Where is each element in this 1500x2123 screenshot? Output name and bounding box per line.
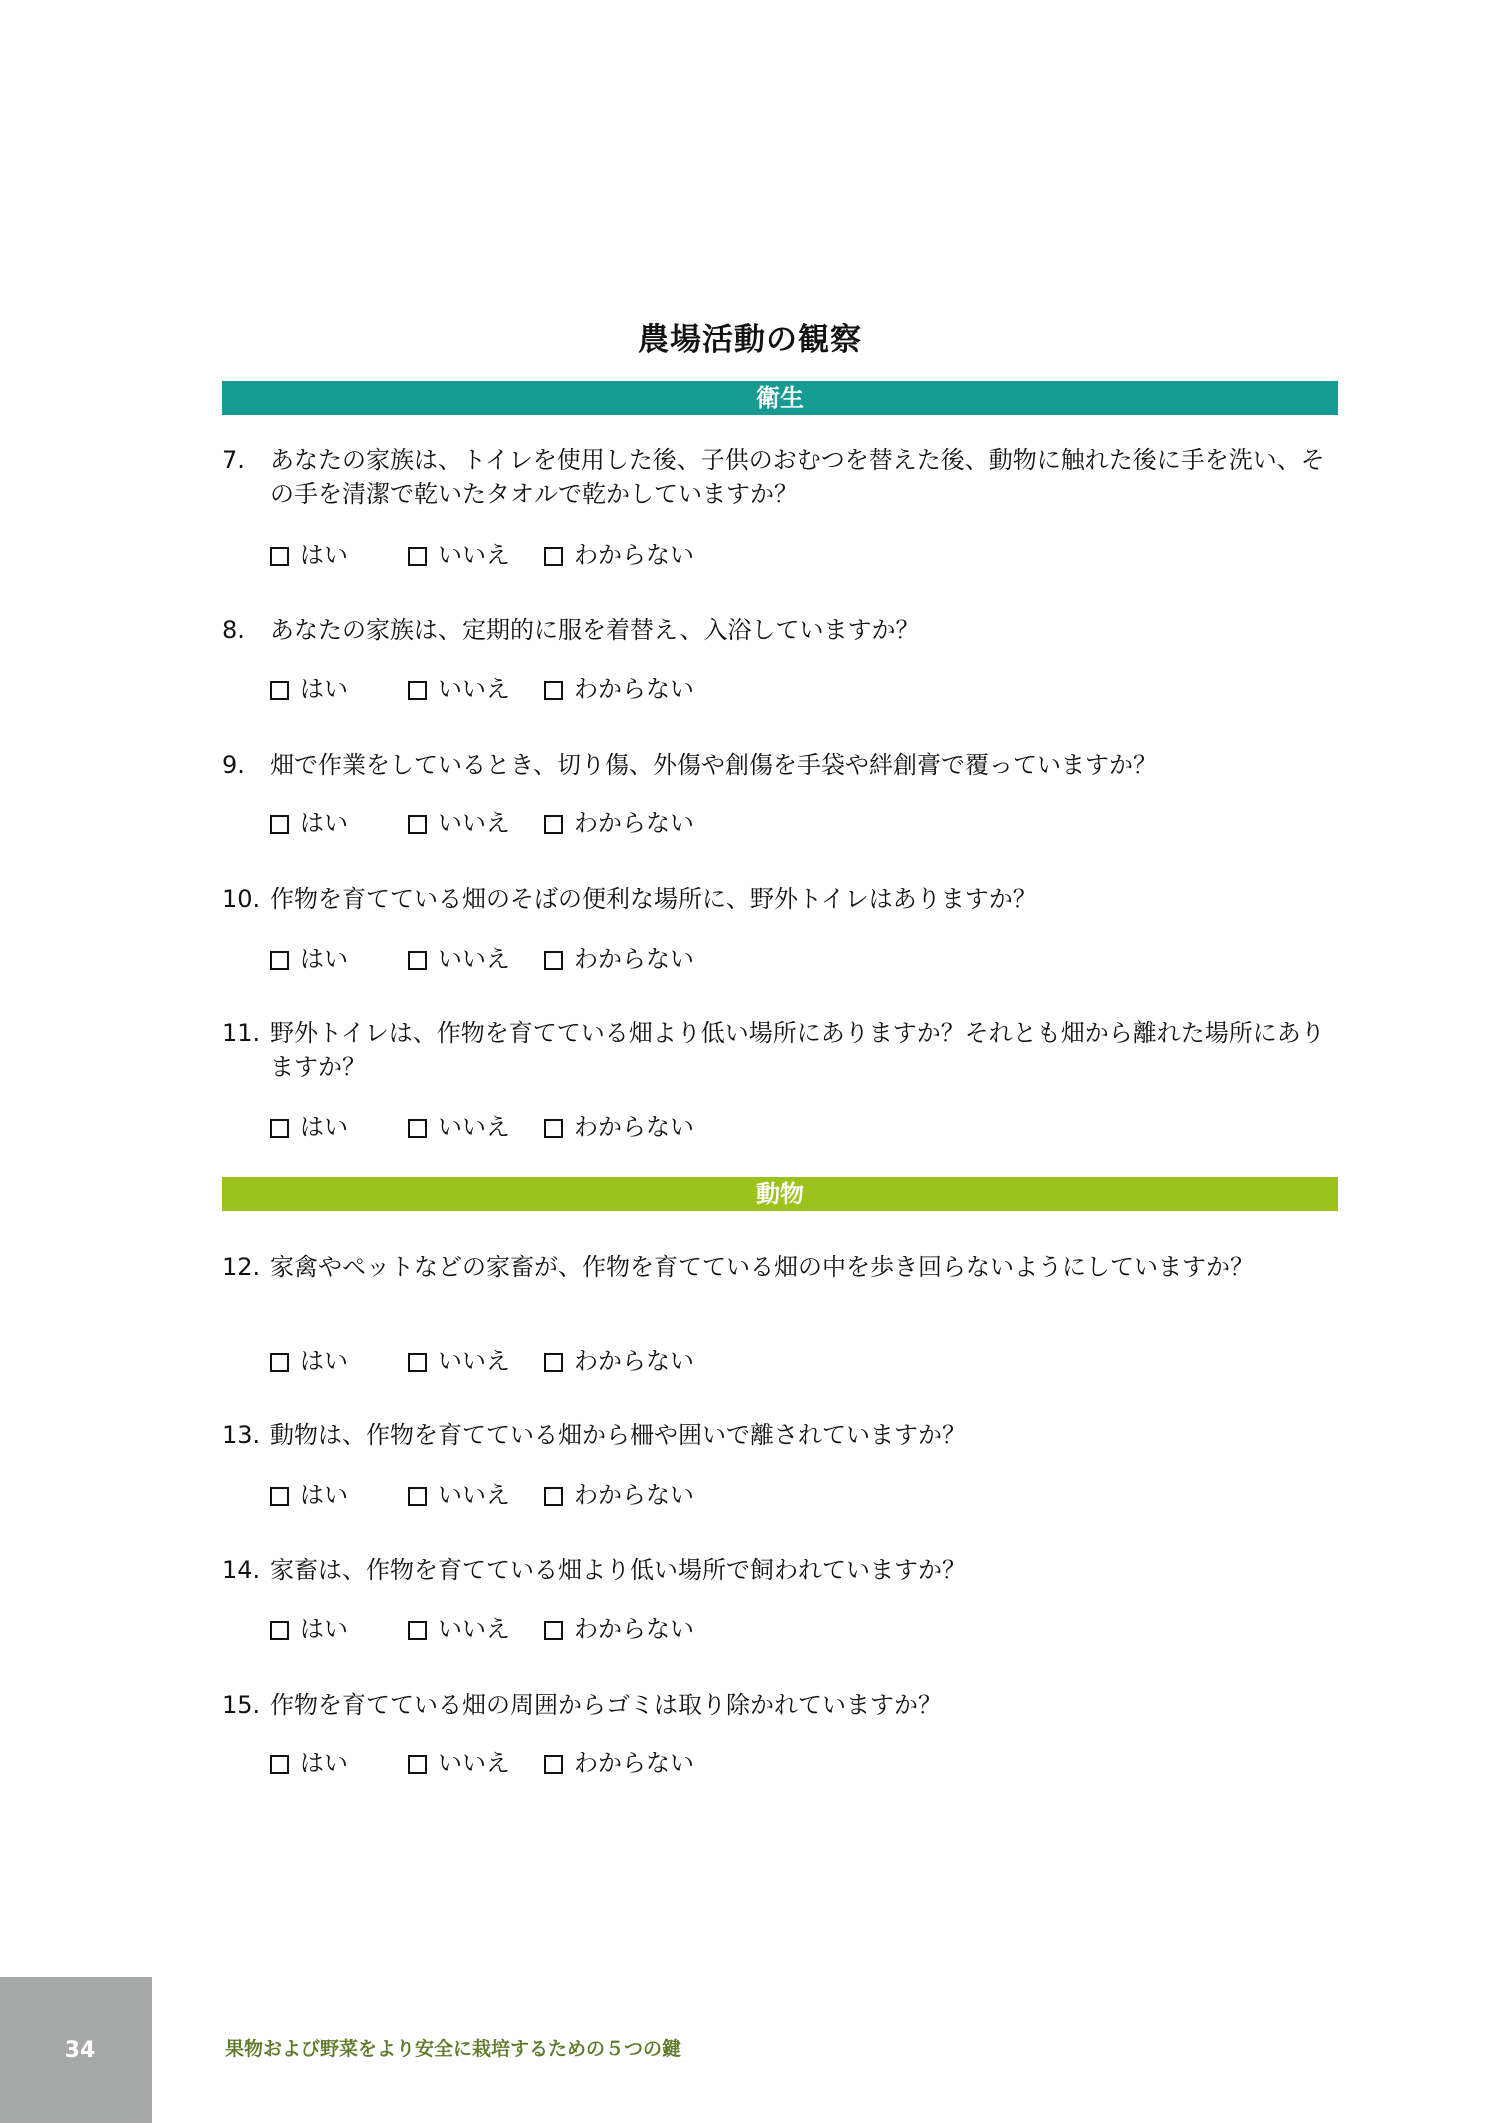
checkbox-icon[interactable] [270,1621,289,1640]
option-yes[interactable]: はい [270,1748,348,1778]
question-text: 14. 家畜は、作物を育てている畑より低い場所で飼われていますか？ [222,1553,1342,1587]
question-number: 13. [222,1421,261,1449]
checkbox-icon[interactable] [408,1621,427,1640]
question-9 [222,748,1342,837]
option-unknown[interactable]: わからない [544,944,694,974]
checkbox-icon[interactable] [270,681,289,700]
checkbox-icon[interactable] [544,1755,563,1774]
question-number: 7. [222,446,245,474]
checkbox-icon[interactable] [270,1119,289,1138]
option-yes[interactable]: はい [270,540,348,570]
checkbox-icon[interactable] [544,951,563,970]
checkbox-icon[interactable] [544,815,563,834]
question-number: 9. [222,751,245,779]
option-no[interactable]: いいえ [408,1748,510,1778]
question-7 [222,443,1342,569]
question-13 [222,1418,1342,1509]
option-no[interactable]: いいえ [408,1346,510,1376]
option-unknown[interactable]: わからない [544,674,694,704]
question-11 [222,1016,1342,1141]
checkbox-icon[interactable] [408,815,427,834]
checkbox-icon[interactable] [408,1487,427,1506]
option-no[interactable]: いいえ [408,1614,510,1644]
option-no[interactable]: いいえ [408,1480,510,1510]
question-number: 15. [222,1691,261,1719]
question-text: 15. 作物を育てている畑の周囲からゴミは取り除かれていますか？ [222,1688,1342,1722]
option-yes[interactable]: はい [270,674,348,704]
checkbox-icon[interactable] [544,1487,563,1506]
section-header-animals: 動物 [222,1177,1338,1211]
option-unknown[interactable]: わからない [544,540,694,570]
checkbox-icon[interactable] [408,951,427,970]
question-text: 12. 家禽やペットなどの家畜が、作物を育てている畑の中を歩き回らないようにしていますか？ [222,1250,1342,1284]
question-number: 8. [222,616,245,644]
checkbox-icon[interactable] [270,547,289,566]
footer-title: 果物および野菜をより安全に栽培するための５つの鍵 [225,2038,682,2060]
question-8 [222,613,1342,703]
option-no[interactable]: いいえ [408,944,510,974]
question-number: 14. [222,1556,261,1584]
option-no[interactable]: いいえ [408,540,510,570]
question-text: 10. 作物を育てている畑のそばの便利な場所に、野外トイレはありますか？ [222,882,1342,916]
option-unknown[interactable]: わからない [544,1748,694,1778]
option-unknown[interactable]: わからない [544,1614,694,1644]
checkbox-icon[interactable] [408,681,427,700]
question-text: 13. 動物は、作物を育てている畑から柵や囲いで離されていますか？ [222,1418,1342,1452]
question-number: 12. [222,1253,261,1281]
checkbox-icon[interactable] [544,1621,563,1640]
page-title: 農場活動の観察 [638,322,862,358]
option-yes[interactable]: はい [270,808,348,838]
option-yes[interactable]: はい [270,1614,348,1644]
question-text: 8. あなたの家族は、定期的に服を着替え、入浴していますか？ [222,613,1342,647]
checkbox-icon[interactable] [270,815,289,834]
checkbox-icon[interactable] [270,1755,289,1774]
option-no[interactable]: いいえ [408,808,510,838]
option-yes[interactable]: はい [270,1112,348,1142]
question-text: 11. 野外トイレは、作物を育てている畑より低い場所にありますか？それとも畑から離れた場所にありますか？ [222,1016,1342,1084]
option-yes[interactable]: はい [270,1480,348,1510]
question-10 [222,882,1342,973]
option-no[interactable]: いいえ [408,674,510,704]
checkbox-icon[interactable] [544,681,563,700]
option-unknown[interactable]: わからない [544,1480,694,1510]
checkbox-icon[interactable] [408,1755,427,1774]
question-text: 7. あなたの家族は、トイレを使用した後、子供のおむつを替えた後、動物に触れた後に手を洗い、その手を清潔で乾いたタオルで乾かしていますか？ [222,443,1342,511]
question-number: 10. [222,885,261,913]
checkbox-icon[interactable] [408,1353,427,1372]
checkbox-icon[interactable] [270,1487,289,1506]
checkbox-icon[interactable] [270,951,289,970]
question-15 [222,1688,1342,1777]
checkbox-icon[interactable] [270,1353,289,1372]
question-12 [222,1250,1342,1375]
checkbox-icon[interactable] [544,1119,563,1138]
option-no[interactable]: いいえ [408,1112,510,1142]
option-yes[interactable]: はい [270,1346,348,1376]
question-14 [222,1553,1342,1643]
option-yes[interactable]: はい [270,944,348,974]
page-number: 34 [64,2038,96,2063]
question-text: 9. 畑で作業をしているとき、切り傷、外傷や創傷を手袋や絆創膏で覆っていますか？ [222,748,1342,782]
checkbox-icon[interactable] [544,1353,563,1372]
question-number: 11. [222,1019,261,1047]
checkbox-icon[interactable] [408,1119,427,1138]
option-unknown[interactable]: わからない [544,808,694,838]
checkbox-icon[interactable] [544,547,563,566]
section-header-hygiene: 衛生 [222,381,1338,415]
option-unknown[interactable]: わからない [544,1346,694,1376]
checkbox-icon[interactable] [408,547,427,566]
option-unknown[interactable]: わからない [544,1112,694,1142]
